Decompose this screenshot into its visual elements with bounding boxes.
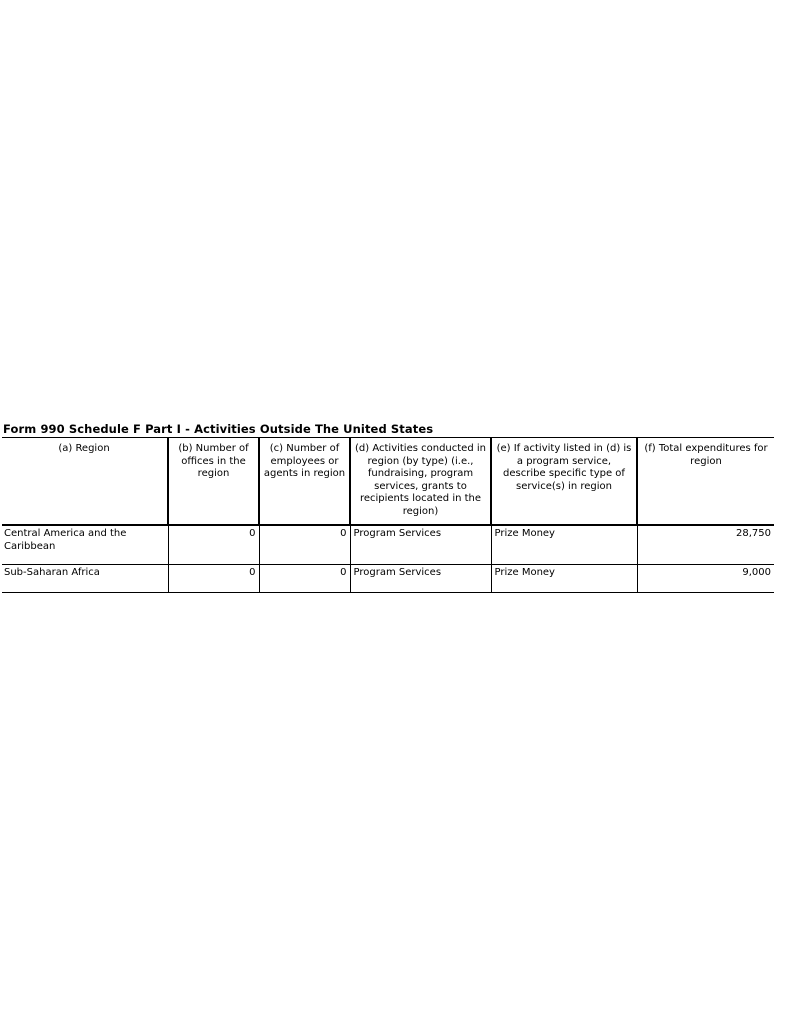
table-row [2, 525, 774, 565]
header-service-type: (e) If activity listed in (d) is a program service, describe specific type of service(s) in region [491, 438, 637, 526]
header-expenditures: (f) Total expenditures for region [637, 438, 774, 526]
table-header-row [2, 438, 774, 526]
cell-service-type: Prize Money [491, 565, 637, 593]
header-offices: (b) Number of offices in the region [168, 438, 259, 526]
cell-expenditures: 9,000 [637, 565, 774, 593]
cell-service-type: Prize Money [491, 525, 637, 565]
cell-offices: 0 [168, 525, 259, 565]
table-row [2, 565, 774, 593]
cell-offices: 0 [168, 565, 259, 593]
header-employees: (c) Number of employees or agents in region [259, 438, 350, 526]
cell-expenditures: 28,750 [637, 525, 774, 565]
cell-region: Sub-Saharan Africa [2, 565, 168, 593]
cell-region: Central America and the Caribbean [2, 525, 168, 565]
cell-employees: 0 [259, 525, 350, 565]
header-region: (a) Region [2, 438, 168, 526]
header-activities: (d) Activities conducted in region (by type) (i.e., fundraising, program services, grants to recipients located in the region) [350, 438, 491, 526]
activities-table [2, 437, 774, 593]
cell-activities: Program Services [350, 525, 491, 565]
cell-activities: Program Services [350, 565, 491, 593]
form-title: Form 990 Schedule F Part I - Activities Outside The United States [3, 422, 434, 436]
cell-employees: 0 [259, 565, 350, 593]
